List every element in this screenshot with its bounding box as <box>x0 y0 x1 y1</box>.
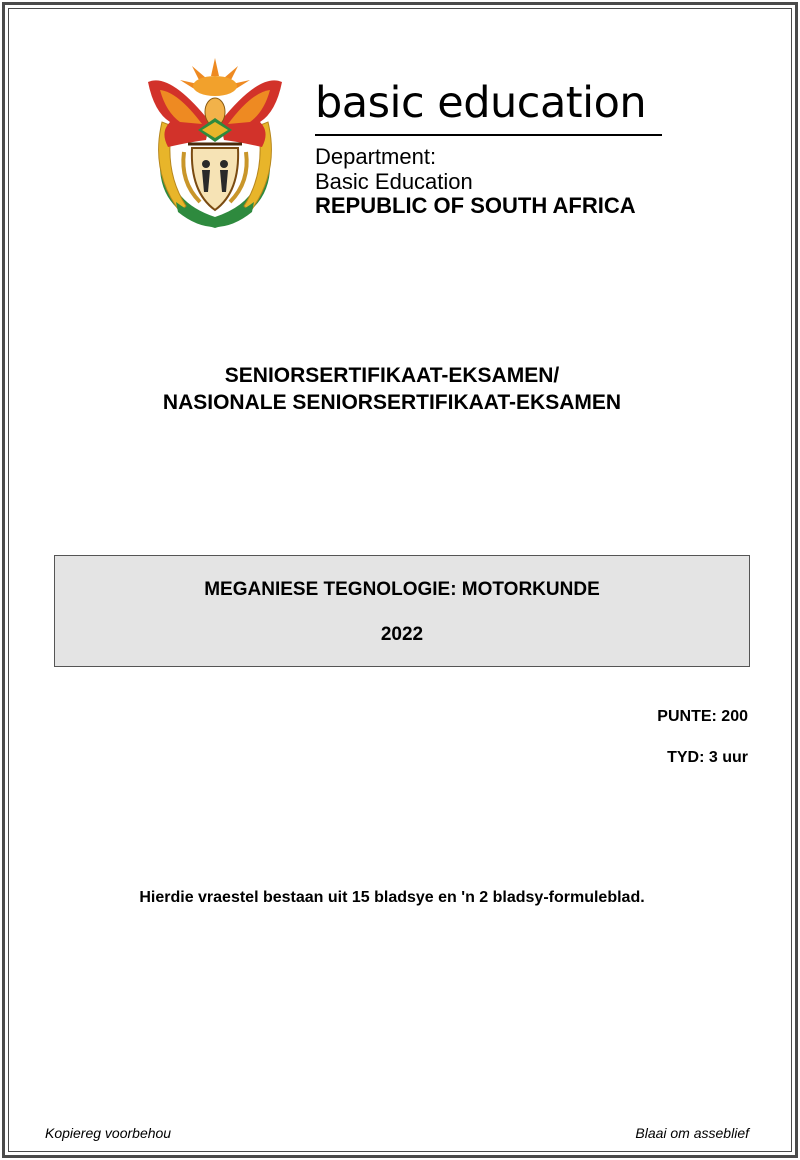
footer-copyright: Kopiereg voorbehou <box>45 1125 172 1141</box>
exam-title-line1: SENIORSERTIFIKAAT-EKSAMEN/ <box>224 364 560 387</box>
department-name: Basic Education <box>315 169 473 194</box>
exam-title-line2: NASIONALE SENIORSERTIFIKAAT-EKSAMEN <box>162 391 622 414</box>
subject-box <box>54 555 750 667</box>
marks-label: PUNTE: 200 <box>657 708 748 725</box>
page-count-note: Hierdie vraestel bestaan uit 15 bladsye en 'n 2 bladsy-formuleblad. <box>139 889 645 906</box>
subject-name: MEGANIESE TEGNOLOGIE: MOTORKUNDE <box>204 579 600 600</box>
time-label: TYD: 3 uur <box>667 749 748 766</box>
subject-year: 2022 <box>380 624 424 645</box>
country-name: REPUBLIC OF SOUTH AFRICA <box>315 193 636 218</box>
brand-divider <box>315 134 662 136</box>
department-label: Department: <box>315 144 437 169</box>
footer-turn-over: Blaai om asseblief <box>635 1125 749 1141</box>
coat-of-arms-icon <box>140 52 290 232</box>
brand-title: basic education <box>315 78 647 128</box>
